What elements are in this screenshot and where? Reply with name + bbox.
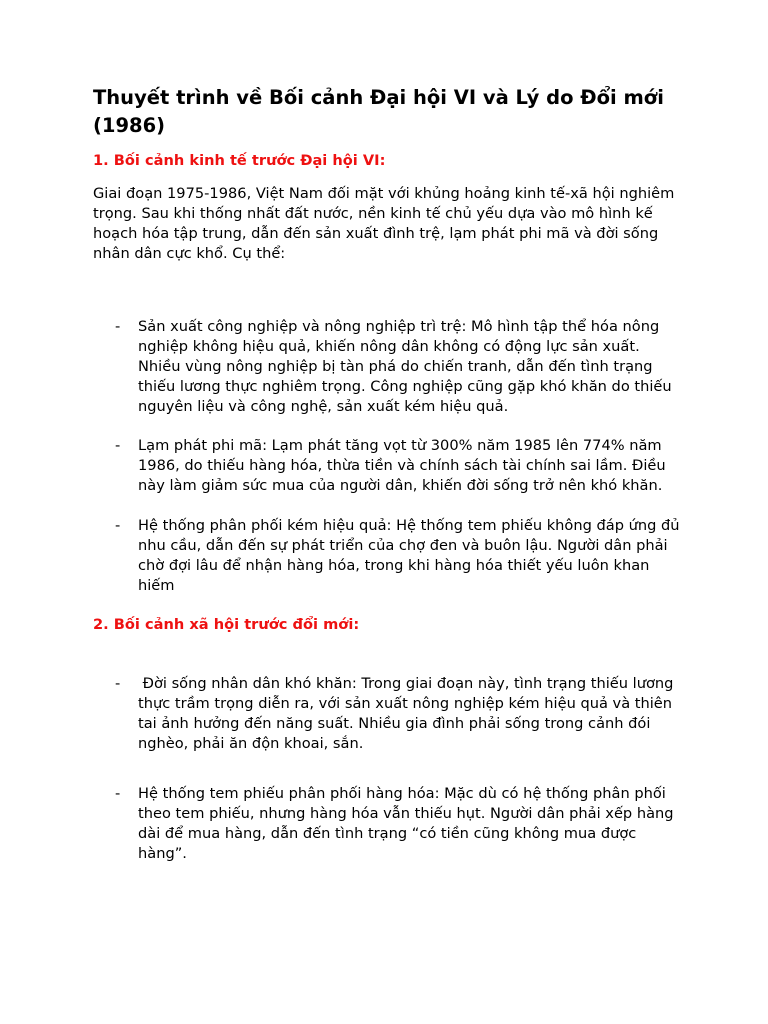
list-item <box>93 436 683 496</box>
bullet-text: Sản xuất công nghiệp và nông nghiệp trì trệ: Mô hình tập thể hóa nông nghiệp không hiệu quả, khiến nông dân không có động lực sản xuất. Nhiều vùng nông nghiệp bị tàn phá do chiến tranh, dẫn đến tình trạng thiếu lương thực nghiêm trọng. Công nghiệp cũng gặp khó khăn do thiếu nguyên liệu và công nghệ, sản xuất kém hiệu quả. <box>138 318 672 415</box>
list-item <box>93 674 683 754</box>
document-title: Thuyết trình về Bối cảnh Đại hội VI và Lý do Đổi mới (1986) <box>93 86 664 137</box>
section-heading-social: 2. Bối cảnh xã hội trước đổi mới: <box>93 616 360 633</box>
bullet-dash: - <box>115 785 121 802</box>
list-item <box>93 516 683 596</box>
bullet-dash: - <box>115 517 121 534</box>
bullet-text: Lạm phát phi mã: Lạm phát tăng vọt từ 300% năm 1985 lên 774% năm 1986, do thiếu hàng hóa, thừa tiền và chính sách tài chính sai lầm. Điều này làm giảm sức mua của người dân, khiến đời sống trở nên khó khăn. <box>138 437 666 494</box>
bullet-text: Hệ thống tem phiếu phân phối hàng hóa: Mặc dù có hệ thống phân phối theo tem phiếu, nhưng hàng hóa vẫn thiếu hụt. Người dân phải xếp hàng dài để mua hàng, dẫn đến tình trạng “có tiền cũng không mua được hàng”. <box>138 785 674 862</box>
bullet-text: Hệ thống phân phối kém hiệu quả: Hệ thống tem phiếu không đáp ứng đủ nhu cầu, dẫn đến sự phát triển của chợ đen và buôn lậu. Người dân phải chờ đợi lâu để nhận hàng hóa, trong khi hàng hóa thiết yếu luôn khan hiếm <box>138 517 680 594</box>
bullet-dash: - <box>115 318 121 335</box>
economic-intro-paragraph: Giai đoạn 1975-1986, Việt Nam đối mặt với khủng hoảng kinh tế-xã hội nghiêm trọng. Sau khi thống nhất đất nước, nền kinh tế chủ yếu dựa vào mô hình kế hoạch hóa tập trung, dẫn đến sản xuất đình trệ, lạm phát phi mã và đời sống nhân dân cực khổ. Cụ thể: <box>93 185 675 262</box>
bullet-dash: - <box>115 437 121 454</box>
bullet-dash: - <box>115 675 121 692</box>
section-heading-economic: 1. Bối cảnh kinh tế trước Đại hội VI: <box>93 152 386 169</box>
list-item <box>93 784 683 864</box>
document-page <box>93 84 683 864</box>
list-item <box>93 317 683 417</box>
bullet-text: Đời sống nhân dân khó khăn: Trong giai đoạn này, tình trạng thiếu lương thực trầm trọng diễn ra, với sản xuất nông nghiệp kém hiệu quả và thiên tai ảnh hưởng đến năng suất. Nhiều gia đình phải sống trong cảnh đói nghèo, phải ăn độn khoai, sắn. <box>138 675 679 752</box>
